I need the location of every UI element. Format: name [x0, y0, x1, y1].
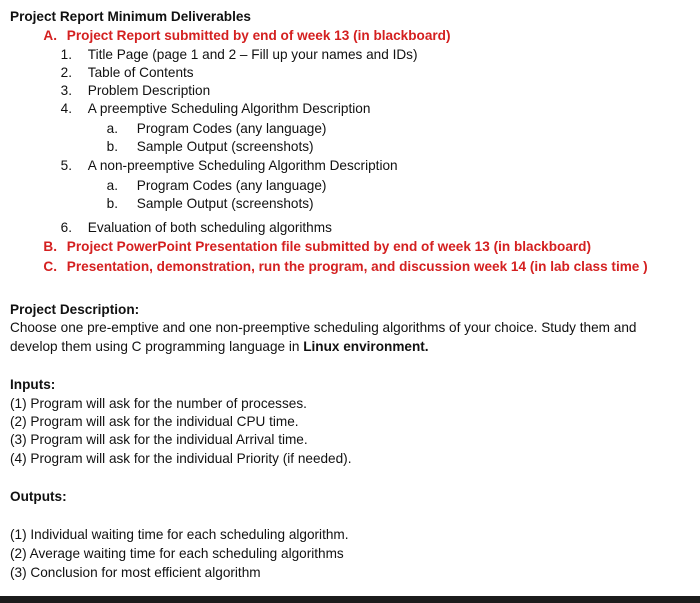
deliverable-item-3 [56, 82, 210, 99]
subitem-text: Program Codes (any language) [136, 121, 327, 136]
deliverable-c-text: Presentation, demonstration, run the program, and discussion week 14 (in lab class time ) [66, 259, 648, 274]
subitem-text: Sample Output (screenshots) [136, 196, 314, 211]
input-item-1 [10, 395, 307, 412]
deliverable-c [37, 258, 648, 275]
subitem-marker: a. [106, 178, 118, 193]
deliverables-heading [10, 8, 251, 25]
bottom-divider-bar [0, 596, 700, 603]
deliverable-subitem-5b [104, 195, 314, 212]
item-text: A non-preemptive Scheduling Algorithm Description [87, 158, 398, 173]
deliverable-a [37, 27, 451, 44]
item-marker: 6. [60, 220, 72, 235]
deliverable-a-text: Project Report submitted by end of week 13 (in blackboard) [66, 28, 451, 43]
outputs-heading-text: Outputs: [10, 489, 67, 504]
deliverable-b-text: Project PowerPoint Presentation file submitted by end of week 13 (in blackboard) [66, 239, 592, 254]
item-text: Title Page (page 1 and 2 – Fill up your names and IDs) [87, 47, 418, 62]
item-text: A preemptive Scheduling Algorithm Description [87, 101, 371, 116]
deliverable-item-4 [56, 100, 370, 117]
item-marker: 2. [60, 65, 72, 80]
input-item-text: (4) Program will ask for the individual Priority (if needed). [10, 451, 352, 466]
output-item-3 [10, 564, 261, 581]
output-item-1 [10, 526, 349, 543]
item-text: Table of Contents [87, 65, 194, 80]
deliverable-subitem-4b [104, 138, 314, 155]
deliverable-b-marker: B. [43, 239, 57, 254]
deliverable-a-marker: A. [43, 28, 57, 43]
subitem-marker: b. [106, 139, 118, 154]
description-line-2-text: develop them using C programming language in [10, 339, 304, 354]
input-item-text: (3) Program will ask for the individual Arrival time. [10, 432, 308, 447]
deliverable-item-2 [56, 64, 194, 81]
item-marker: 3. [60, 83, 72, 98]
item-text: Evaluation of both scheduling algorithms [87, 220, 332, 235]
description-heading-text: Project Description: [10, 302, 140, 317]
item-marker: 4. [60, 101, 72, 116]
item-marker: 1. [60, 47, 72, 62]
description-heading [10, 301, 139, 318]
outputs-heading [10, 488, 67, 505]
linux-environment-emphasis: Linux environment. [303, 339, 429, 354]
input-item-3 [10, 431, 308, 448]
input-item-text: (2) Program will ask for the individual CPU time. [10, 414, 299, 429]
subitem-marker: a. [106, 121, 118, 136]
description-line-1 [10, 319, 636, 336]
deliverables-heading-text: Project Report Minimum Deliverables [10, 9, 251, 24]
input-item-2 [10, 413, 299, 430]
deliverable-item-6 [56, 219, 332, 236]
output-item-text: (1) Individual waiting time for each scheduling algorithm. [10, 527, 349, 542]
item-text: Problem Description [87, 83, 211, 98]
input-item-text: (1) Program will ask for the number of processes. [10, 396, 307, 411]
subitem-text: Program Codes (any language) [136, 178, 327, 193]
output-item-text: (2) Average waiting time for each scheduling algorithms [10, 546, 344, 561]
item-marker: 5. [60, 158, 72, 173]
subitem-marker: b. [106, 196, 118, 211]
output-item-text: (3) Conclusion for most efficient algorithm [10, 565, 261, 580]
description-line-2 [10, 338, 429, 355]
input-item-4 [10, 450, 351, 467]
output-item-2 [10, 545, 344, 562]
deliverable-c-marker: C. [43, 259, 57, 274]
description-line-1-text: Choose one pre-emptive and one non-preemptive scheduling algorithms of your choice. Study them and [10, 320, 637, 335]
deliverable-item-5 [56, 157, 398, 174]
inputs-heading-text: Inputs: [10, 377, 56, 392]
deliverable-subitem-4a [104, 120, 326, 137]
subitem-text: Sample Output (screenshots) [136, 139, 314, 154]
deliverable-b [37, 238, 591, 255]
inputs-heading [10, 376, 55, 393]
deliverable-subitem-5a [104, 177, 326, 194]
deliverable-item-1 [56, 46, 417, 63]
